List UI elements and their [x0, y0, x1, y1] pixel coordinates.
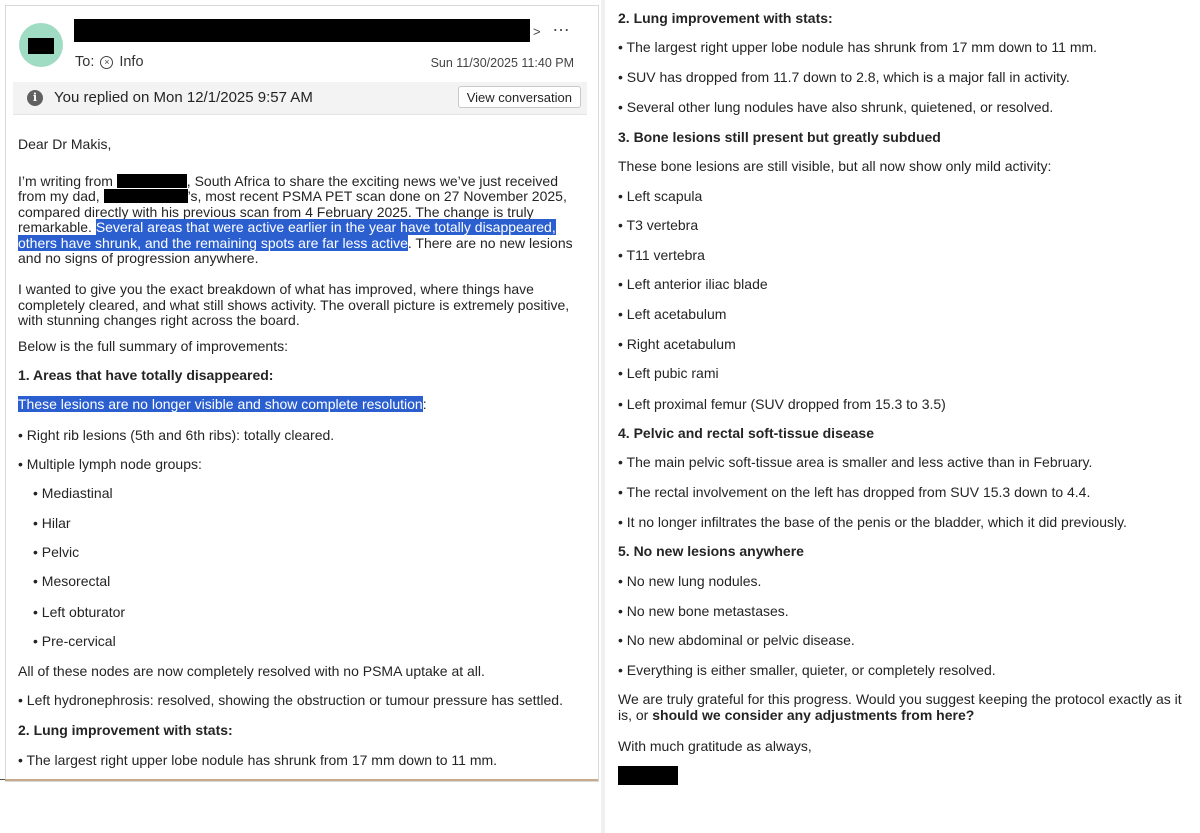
heading-disappeared: 1. Areas that have totally disappeared:: [18, 367, 274, 383]
list-item-node: • Hilar: [33, 515, 71, 531]
list-item-lung: • The largest right upper lobe nodule has shrunk from 17 mm down to 11 mm.: [18, 752, 498, 768]
email-reading-pane: [5, 5, 599, 782]
remove-recipient-icon[interactable]: ×: [100, 56, 113, 69]
view-conversation-button[interactable]: View conversation: [458, 86, 581, 108]
redacted-name: [104, 189, 188, 203]
pane-bottom-accent: [5, 779, 598, 781]
redacted-signature: [618, 766, 678, 785]
heading-lung: 2. Lung improvement with stats:: [618, 10, 833, 26]
list-item-node: • Mediastinal: [33, 485, 113, 501]
email-continuation: [605, 0, 1200, 833]
heading-no-new-lesions: 5. No new lesions anywhere: [618, 543, 804, 559]
info-icon: i: [27, 90, 43, 106]
redacted-sender-name[interactable]: [74, 19, 530, 42]
replied-notice: You replied on Mon 12/1/2025 9:57 AM: [54, 89, 313, 106]
list-item-bone: • Left pubic rami: [618, 365, 719, 381]
signoff: With much gratitude as always,: [618, 738, 812, 754]
bone-intro: These bone lesions are still visible, but all now show only mild activity:: [618, 158, 1052, 174]
closing-text: We are truly grateful for this progress. Would you suggest keeping the protocol exactly as it is, or: [618, 691, 1182, 723]
list-item-no-new: • No new lung nodules.: [618, 573, 762, 589]
resolution-colon: :: [422, 396, 427, 412]
list-item-bone: • Left anterior iliac blade: [618, 276, 768, 292]
closing-paragraph: [618, 692, 1183, 723]
intro-text-c: ’s, most recent PSMA PET scan done on 27 November 2025, compared directly with his previous scan from 4 February 2025. The change is truly remarkable.: [18, 188, 567, 235]
selected-text: Several areas that were active earlier in the year have totally disappeared, others have shrunk, and the remaining spots are far less active: [18, 219, 556, 251]
recipient-line: [75, 54, 144, 70]
to-label: To:: [75, 54, 95, 70]
heading-pelvic: 4. Pelvic and rectal soft-tissue disease: [618, 425, 875, 441]
heading-bone: 3. Bone lesions still present but greatly subdued: [618, 129, 941, 145]
recipient-name[interactable]: Info: [119, 54, 144, 70]
list-item-lymph: • Multiple lymph node groups:: [18, 456, 202, 472]
paragraph-breakdown: I wanted to give you the exact breakdown of what has improved, where things have completely cleared, and what still shows activity. The overall picture is extremely positive, with stunning changes right across the board.: [18, 281, 570, 328]
intro-text-b: , South Africa to share the exciting news we’ve just received from my dad,: [18, 172, 558, 204]
list-item-pelvic: • It no longer infiltrates the base of the penis or the bladder, which it did previously.: [618, 514, 1127, 530]
list-item-node: • Pelvic: [33, 544, 80, 560]
intro-text-d: . There are no new lesions and no signs of progression anywhere.: [18, 234, 573, 266]
heading-lung: 2. Lung improvement with stats:: [18, 722, 233, 738]
list-item-bone: • T3 vertebra: [618, 217, 699, 233]
closing-question: should we consider any adjustments from here?: [652, 706, 975, 723]
list-item-no-new: • Everything is either smaller, quieter, or completely resolved.: [618, 662, 996, 678]
list-item-node: • Pre-cervical: [33, 633, 116, 649]
list-item-hydronephrosis: • Left hydronephrosis: resolved, showing the obstruction or tumour pressure has settled.: [18, 692, 563, 708]
list-item-rib: • Right rib lesions (5th and 6th ribs): totally cleared.: [18, 427, 335, 443]
list-item-pelvic: • The rectal involvement on the left has dropped from SUV 15.3 down to 4.4.: [618, 484, 1091, 500]
email-body: [18, 137, 580, 267]
list-item-bone: • Right acetabulum: [618, 336, 736, 352]
sender-avatar[interactable]: [19, 23, 63, 67]
greeting: Dear Dr Makis,: [18, 136, 112, 152]
selected-resolution-text: These lesions are no longer visible and show complete resolution: [18, 396, 423, 412]
list-item-lung: • The largest right upper lobe nodule has shrunk from 17 mm down to 11 mm.: [618, 39, 1098, 55]
paragraph-intro: [18, 174, 580, 267]
email-date: Sun 11/30/2025 11:40 PM: [430, 56, 574, 70]
reply-info-bar: [13, 82, 587, 115]
list-item-bone: • T11 vertebra: [618, 247, 705, 263]
list-item-no-new: • No new abdominal or pelvic disease.: [618, 632, 855, 648]
list-item-bone: • Left proximal femur (SUV dropped from 15.3 to 3.5): [618, 396, 946, 412]
redacted-location: [117, 174, 187, 188]
resolution-intro: [18, 396, 427, 412]
redacted-initials: [28, 38, 54, 54]
list-item-lung: • SUV has dropped from 11.7 down to 2.8, which is a major fall in activity.: [618, 69, 1070, 85]
chevron-right-icon[interactable]: >: [533, 24, 541, 39]
list-item-pelvic: • The main pelvic soft-tissue area is smaller and less active than in February.: [618, 454, 1093, 470]
list-item-node: • Mesorectal: [33, 573, 111, 589]
list-item-node: • Left obturator: [33, 604, 126, 620]
list-item-lung: • Several other lung nodules have also shrunk, quietened, or resolved.: [618, 99, 1054, 115]
list-item-bone: • Left scapula: [618, 188, 703, 204]
paragraph-summary-intro: Below is the full summary of improvements:: [18, 338, 288, 354]
intro-text-a: I’m writing from: [18, 172, 117, 189]
list-item-bone: • Left acetabulum: [618, 306, 727, 322]
more-options-icon[interactable]: …: [552, 15, 571, 35]
list-item-no-new: • No new bone metastases.: [618, 603, 789, 619]
nodes-resolved-note: All of these nodes are now completely resolved with no PSMA uptake at all.: [18, 663, 485, 679]
